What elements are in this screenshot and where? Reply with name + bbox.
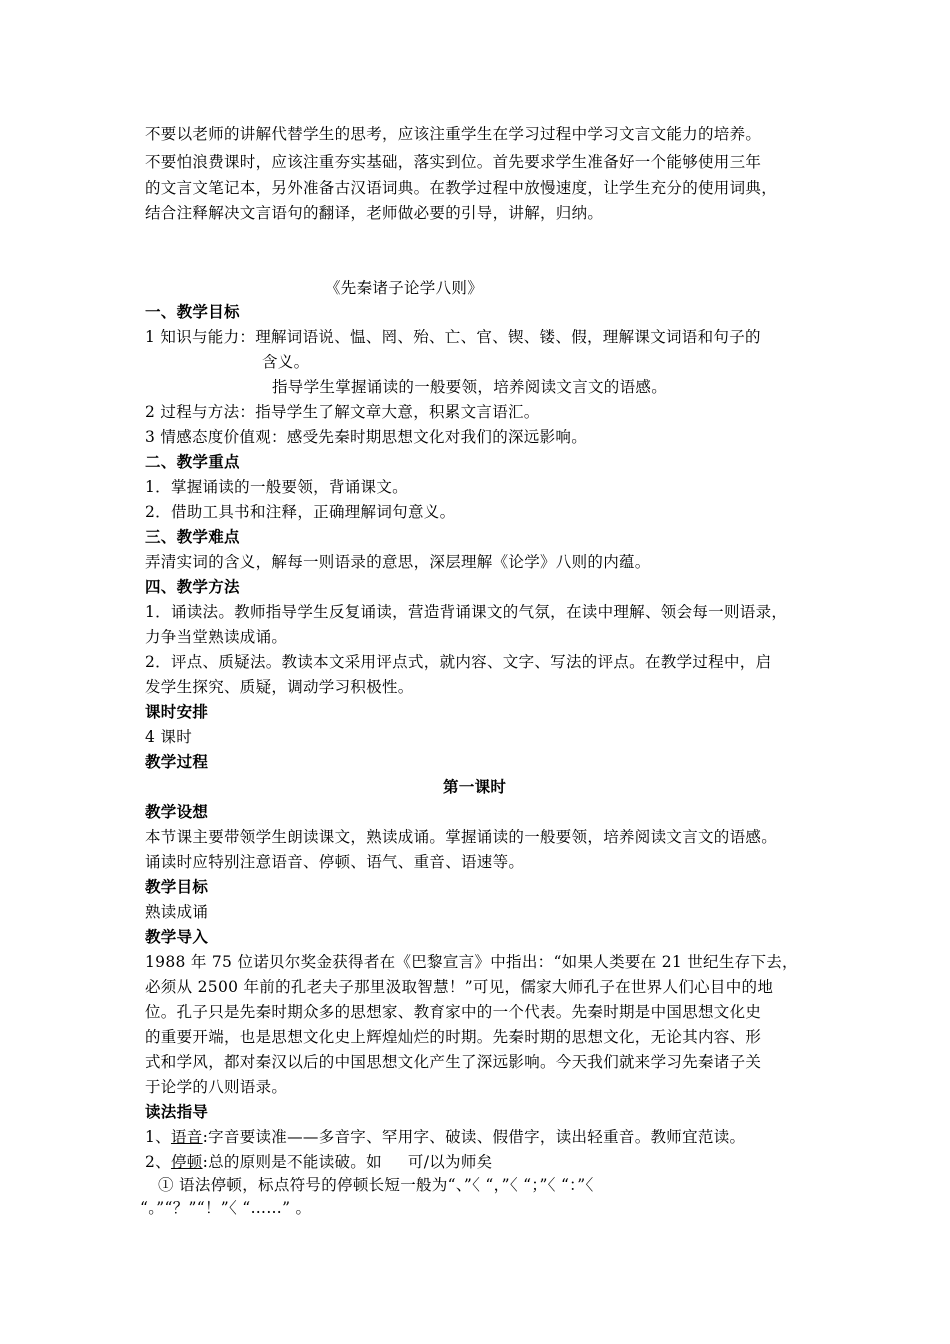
- guide-item-pause: [145, 1152, 492, 1172]
- method-1: 1．诵读法。教师指导学生反复诵读，营造背诵课文的气氛，在读中理解、领会每一则语录，: [145, 603, 788, 621]
- guide-text: :总的原则是不能读破。如: [202, 1153, 382, 1171]
- key-point-2: 2．借助工具书和注释，正确理解词句意义。: [145, 503, 456, 521]
- goal-attitude: 3 情感态度价值观：感受先秦时期思想文化对我们的深远影响。: [145, 428, 587, 446]
- heading-concept: 教学设想: [145, 802, 209, 821]
- guide-item-number: 1、: [145, 1128, 171, 1146]
- method-1-cont: 力争当堂熟读成诵。: [145, 628, 288, 646]
- heading-methods: 四、教学方法: [145, 577, 240, 596]
- method-2-cont: 发学生探究、质疑，调动学习积极性。: [145, 678, 414, 696]
- lesson-title: 《先秦诸子论学八则》: [325, 279, 484, 297]
- intro-paragraph-line: 1988 年 75 位诺贝尔奖金获得者在《巴黎宣言》中指出：“如果人类要在 21 世纪生存下去，: [145, 953, 798, 971]
- guide-item-number: 2、: [145, 1153, 171, 1171]
- heading-aim: 教学目标: [145, 877, 209, 896]
- schedule-value: 4 课时: [145, 728, 192, 746]
- guide-pause-rule-cont: “。”“？”“！”〈 “……” 。: [140, 1199, 312, 1217]
- intro-line: 不要以老师的讲解代替学生的思考，应该注重学生在学习过程中学习文言文能力的培养。: [145, 125, 762, 143]
- guide-item-pronunciation: [145, 1127, 745, 1147]
- intro-line: 不要怕浪费课时，应该注重夯实基础，落实到位。首先要求学生准备好一个能够使用三年: [145, 153, 762, 171]
- heading-reading-guide: 读法指导: [145, 1102, 209, 1121]
- guide-text: :字音要读准——多音字、罕用字、破读、假借字，读出轻重音。教师宜范读。: [202, 1128, 746, 1146]
- heading-introduction: 教学导入: [145, 927, 209, 946]
- guide-example: 可/以为师矣: [407, 1153, 493, 1171]
- heading-first-lesson: 第一课时: [443, 777, 507, 796]
- intro-paragraph-line: 必须从 2500 年前的孔老夫子那里汲取智慧！”可见，儒家大师孔子在世界人们心目中的地: [145, 978, 774, 996]
- intro-paragraph-line: 位。孔子只是先秦时期众多的思想家、教育家中的一个代表。先秦时期是中国思想文化史: [145, 1003, 762, 1021]
- aim-value: 熟读成诵: [145, 903, 209, 921]
- goal-knowledge-cont: 含义。: [262, 353, 310, 371]
- key-point-1: 1．掌握诵读的一般要领，背诵课文。: [145, 478, 408, 496]
- guide-term: 停顿: [170, 1153, 203, 1171]
- difficulty-1: 弄清实词的含义，解每一则语录的意思，深层理解《论学》八则的内蕴。: [145, 553, 651, 571]
- heading-process: 教学过程: [145, 752, 209, 771]
- heading-difficulties: 三、教学难点: [145, 527, 240, 546]
- guide-pause-rule: ① 语法停顿，标点符号的停顿长短一般为“、”〈 “，”〈 “；”〈 “：”〈: [158, 1176, 594, 1194]
- heading-teaching-goals: 一、教学目标: [145, 302, 240, 321]
- heading-key-points: 二、教学重点: [145, 452, 240, 471]
- method-2: 2．评点、质疑法。教读本文采用评点式，就内容、文字、写法的评点。在教学过程中，启: [145, 653, 772, 671]
- goal-knowledge-extra: 指导学生掌握诵读的一般要领，培养阅读文言文的语感。: [272, 378, 668, 396]
- intro-paragraph-line: 式和学风，都对秦汉以后的中国思想文化产生了深远影响。今天我们就来学习先秦诸子关: [145, 1053, 762, 1071]
- intro-line: 结合注释解决文言语句的翻译，老师做必要的引导，讲解，归纳。: [145, 204, 604, 222]
- intro-line: 的文言文笔记本，另外准备古汉语词典。在教学过程中放慢速度，让学生充分的使用词典，: [145, 179, 778, 197]
- intro-paragraph-line: 于论学的八则语录。: [145, 1078, 288, 1096]
- goal-process: 2 过程与方法：指导学生了解文章大意，积累文言语汇。: [145, 403, 540, 421]
- concept-line: 诵读时应特别注意语音、停顿、语气、重音、语速等。: [145, 853, 525, 871]
- intro-paragraph-line: 的重要开端，也是思想文化史上辉煌灿烂的时期。先秦时期的思想文化，无论其内容、形: [145, 1028, 762, 1046]
- goal-knowledge: 1 知识与能力：理解词语说、愠、罔、殆、亡、官、锲、镂、假，理解课文词语和句子的: [145, 328, 761, 346]
- heading-schedule: 课时安排: [145, 702, 209, 721]
- concept-line: 本节课主要带领学生朗读课文，熟读成诵。掌握诵读的一般要领，培养阅读文言文的语感。: [145, 828, 778, 846]
- guide-term: 语音: [170, 1128, 203, 1146]
